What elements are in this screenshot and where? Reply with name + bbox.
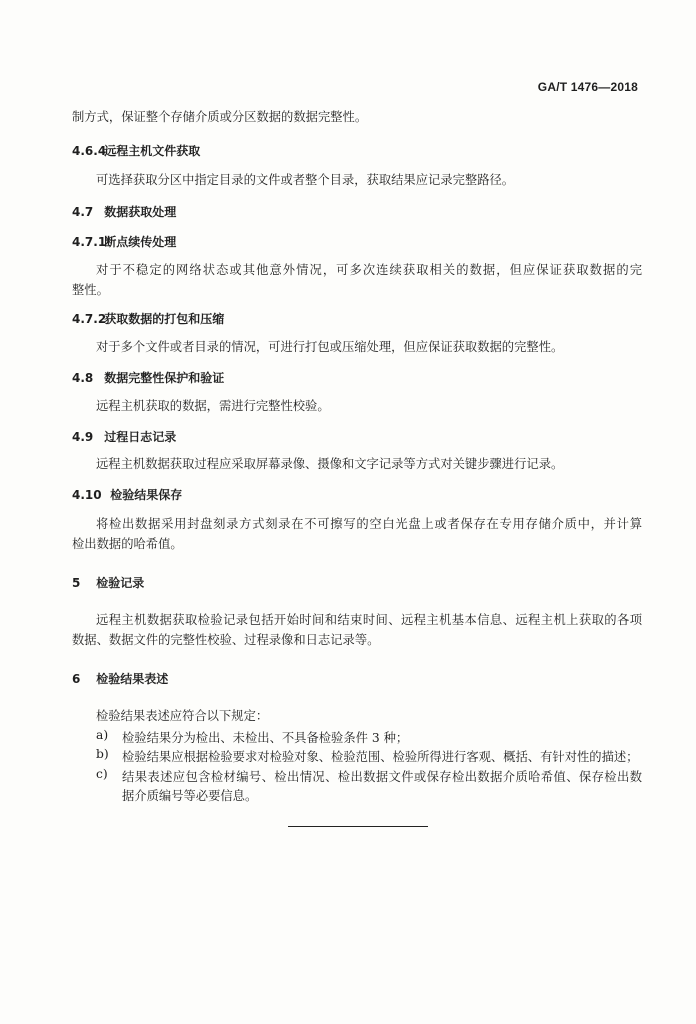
paragraph-4-7-1-line2: 整性。 [72, 283, 109, 297]
section-title: 获取数据的打包和压缩 [104, 312, 225, 326]
section-number: 4.8 [72, 371, 94, 385]
section-number: 4.9 [72, 430, 94, 444]
paragraph-4-7-1-line1: 对于不稳定的网络状态或其他意外情况，可多次连续获取相关的数据，但应保证获取数据的完 [96, 263, 642, 277]
section-number: 6 [72, 672, 81, 686]
heading-4-7 [72, 203, 176, 220]
section-number: 5 [72, 576, 81, 590]
section-title: 检验记录 [96, 576, 145, 590]
paragraph-4-10-line2: 检出数据的哈希值。 [72, 537, 183, 551]
heading-5 [72, 574, 144, 591]
section-title: 检验结果保存 [110, 488, 183, 502]
heading-4-6-4 [72, 142, 200, 159]
list-item-c-continued: 据介质编号等必要信息。 [122, 789, 258, 803]
paragraph-4-9: 远程主机数据获取过程应采取屏幕录像、摄像和文字记录等方式对关键步骤进行记录。 [96, 457, 564, 471]
section-title: 过程日志记录 [104, 430, 177, 444]
paragraph-5-line1: 远程主机数据获取检验记录包括开始时间和结束时间、远程主机基本信息、远程主机上获取的各项 [96, 613, 642, 627]
end-rule [288, 826, 428, 827]
list-item-b: 检验结果应根据检验要求对检验对象、检验范围、检验所得进行客观、概括、有针对性的描述； [122, 750, 639, 764]
paragraph-4-7-2: 对于多个文件或者目录的情况，可进行打包或压缩处理，但应保证获取数据的完整性。 [96, 340, 564, 354]
section-title: 数据完整性保护和验证 [104, 371, 225, 385]
section-number: 4.10 [72, 488, 102, 502]
heading-4-7-1 [72, 233, 176, 250]
list-marker: b) [96, 747, 109, 761]
section-title: 检验结果表述 [96, 672, 169, 686]
section-title: 断点续传处理 [104, 235, 177, 249]
section-title: 远程主机文件获取 [104, 144, 201, 158]
list-marker: c) [96, 767, 108, 781]
list-marker: a) [96, 728, 109, 742]
list-item-c: 结果表述应包含检材编号、检出情况、检出数据文件或保存检出数据介质哈希值、保存检出数 [122, 770, 642, 784]
standard-number: GA/T 1476—2018 [537, 80, 638, 94]
section-number: 4.7 [72, 205, 94, 219]
heading-4-10 [72, 486, 182, 503]
list-item-a: 检验结果分为检出、未检出、不具备检验条件 3 种； [122, 731, 409, 745]
heading-6 [72, 670, 168, 687]
paragraph-5-line2: 数据、数据文件的完整性校验、过程录像和日志记录等。 [72, 633, 380, 647]
paragraph-6-intro: 检验结果表述应符合以下规定： [96, 709, 269, 723]
heading-4-8 [72, 369, 224, 386]
section-title: 数据获取处理 [104, 205, 177, 219]
paragraph-4-8: 远程主机获取的数据，需进行完整性校验。 [96, 399, 330, 413]
paragraph-4-6-4: 可选择获取分区中指定目录的文件或者整个目录，获取结果应记录完整路径。 [96, 173, 515, 187]
section-number: 4.6.4 [72, 144, 107, 158]
heading-4-7-2 [72, 310, 224, 327]
section-number: 4.7.2 [72, 312, 107, 326]
paragraph-4-10-line1: 将检出数据采用封盘刻录方式刻录在不可擦写的空白光盘上或者保存在专用存储介质中，并计算 [96, 517, 642, 531]
heading-4-9 [72, 428, 176, 445]
section-number: 4.7.1 [72, 235, 107, 249]
continued-paragraph: 制方式，保证整个存储介质或分区数据的数据完整性。 [72, 110, 368, 124]
